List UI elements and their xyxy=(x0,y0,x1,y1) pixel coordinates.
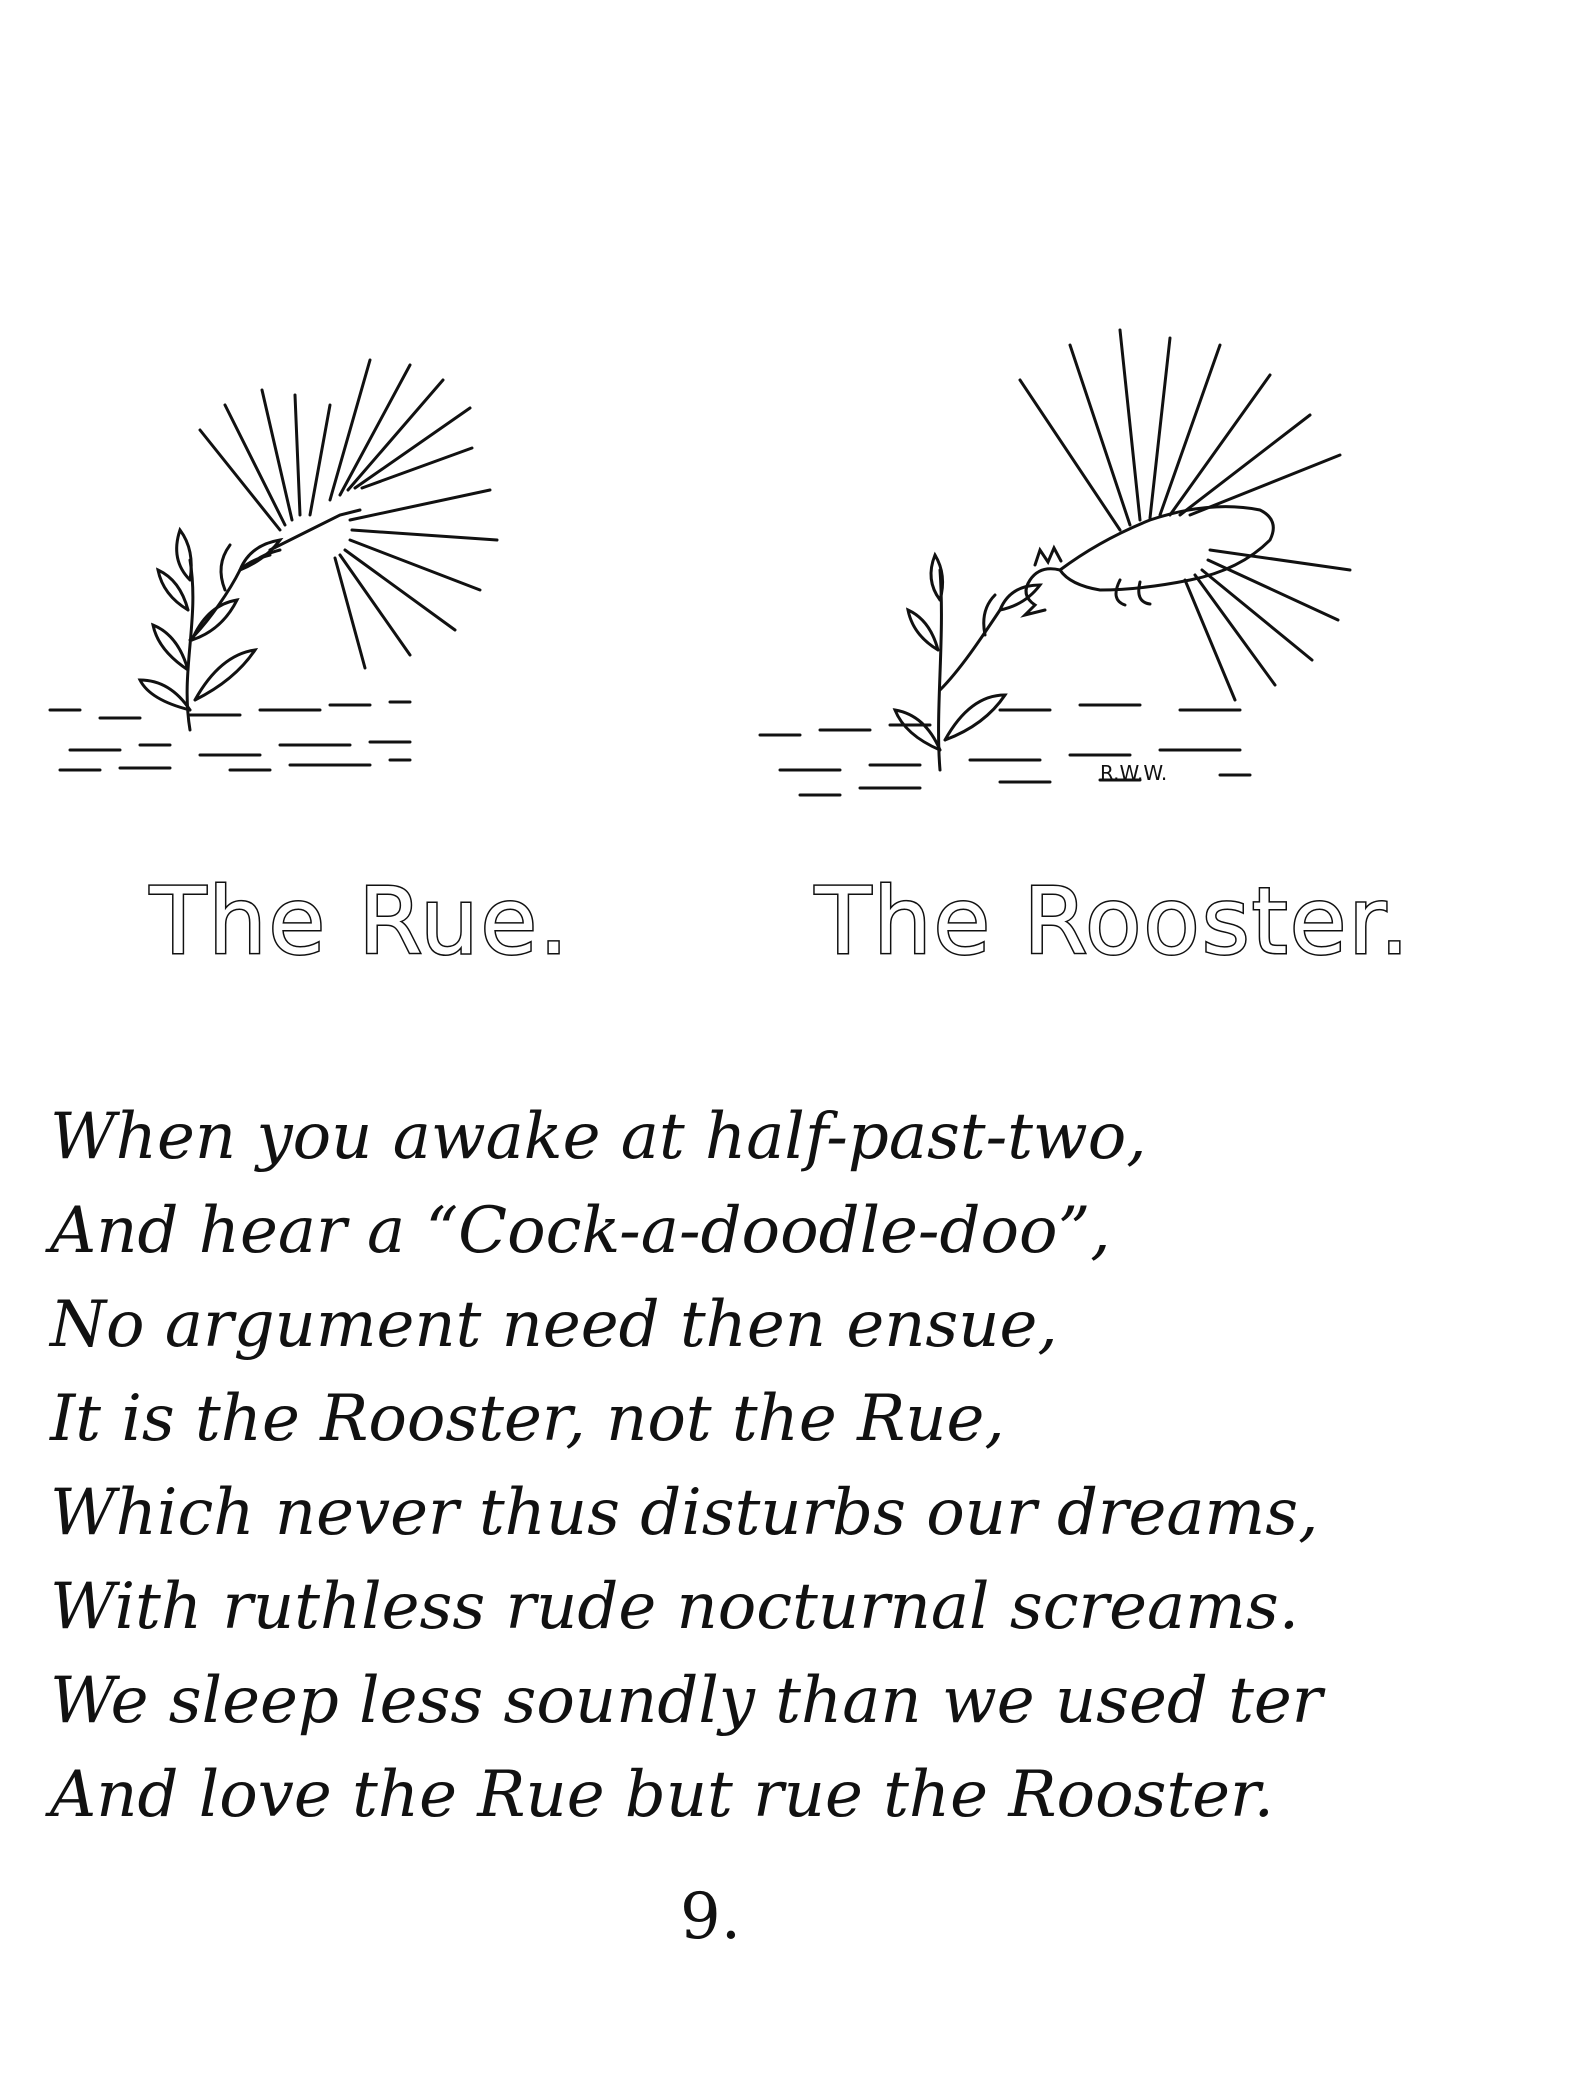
caption-the-rooster: The Rooster. xyxy=(815,868,1411,975)
page-number: 9. xyxy=(680,1880,742,1954)
caption-the-rue: The Rue. xyxy=(150,868,571,975)
poem-line: With ruthless rude nocturnal screams. xyxy=(50,1570,1300,1644)
rue-plant-with-bird-illustration-icon xyxy=(30,170,530,810)
poem-line: When you awake at half-past-two, xyxy=(50,1100,1147,1174)
rooster-illustration xyxy=(740,170,1420,810)
poem xyxy=(50,1090,1530,1842)
artist-signature: R.W.W. xyxy=(1100,761,1168,785)
poem-line: And hear a “Cock-a-doodle-doo”, xyxy=(50,1194,1111,1268)
poem-line: We sleep less soundly than we used ter xyxy=(50,1664,1323,1738)
rue-illustration xyxy=(30,170,530,810)
rooster-swooping-at-rue-illustration-icon xyxy=(740,170,1420,810)
poem-line: Which never thus disturbs our dreams, xyxy=(50,1476,1319,1550)
poem-line: No argument need then ensue, xyxy=(50,1288,1058,1362)
poem-line: And love the Rue but rue the Rooster. xyxy=(50,1758,1274,1832)
poem-line: It is the Rooster, not the Rue, xyxy=(50,1382,1005,1456)
